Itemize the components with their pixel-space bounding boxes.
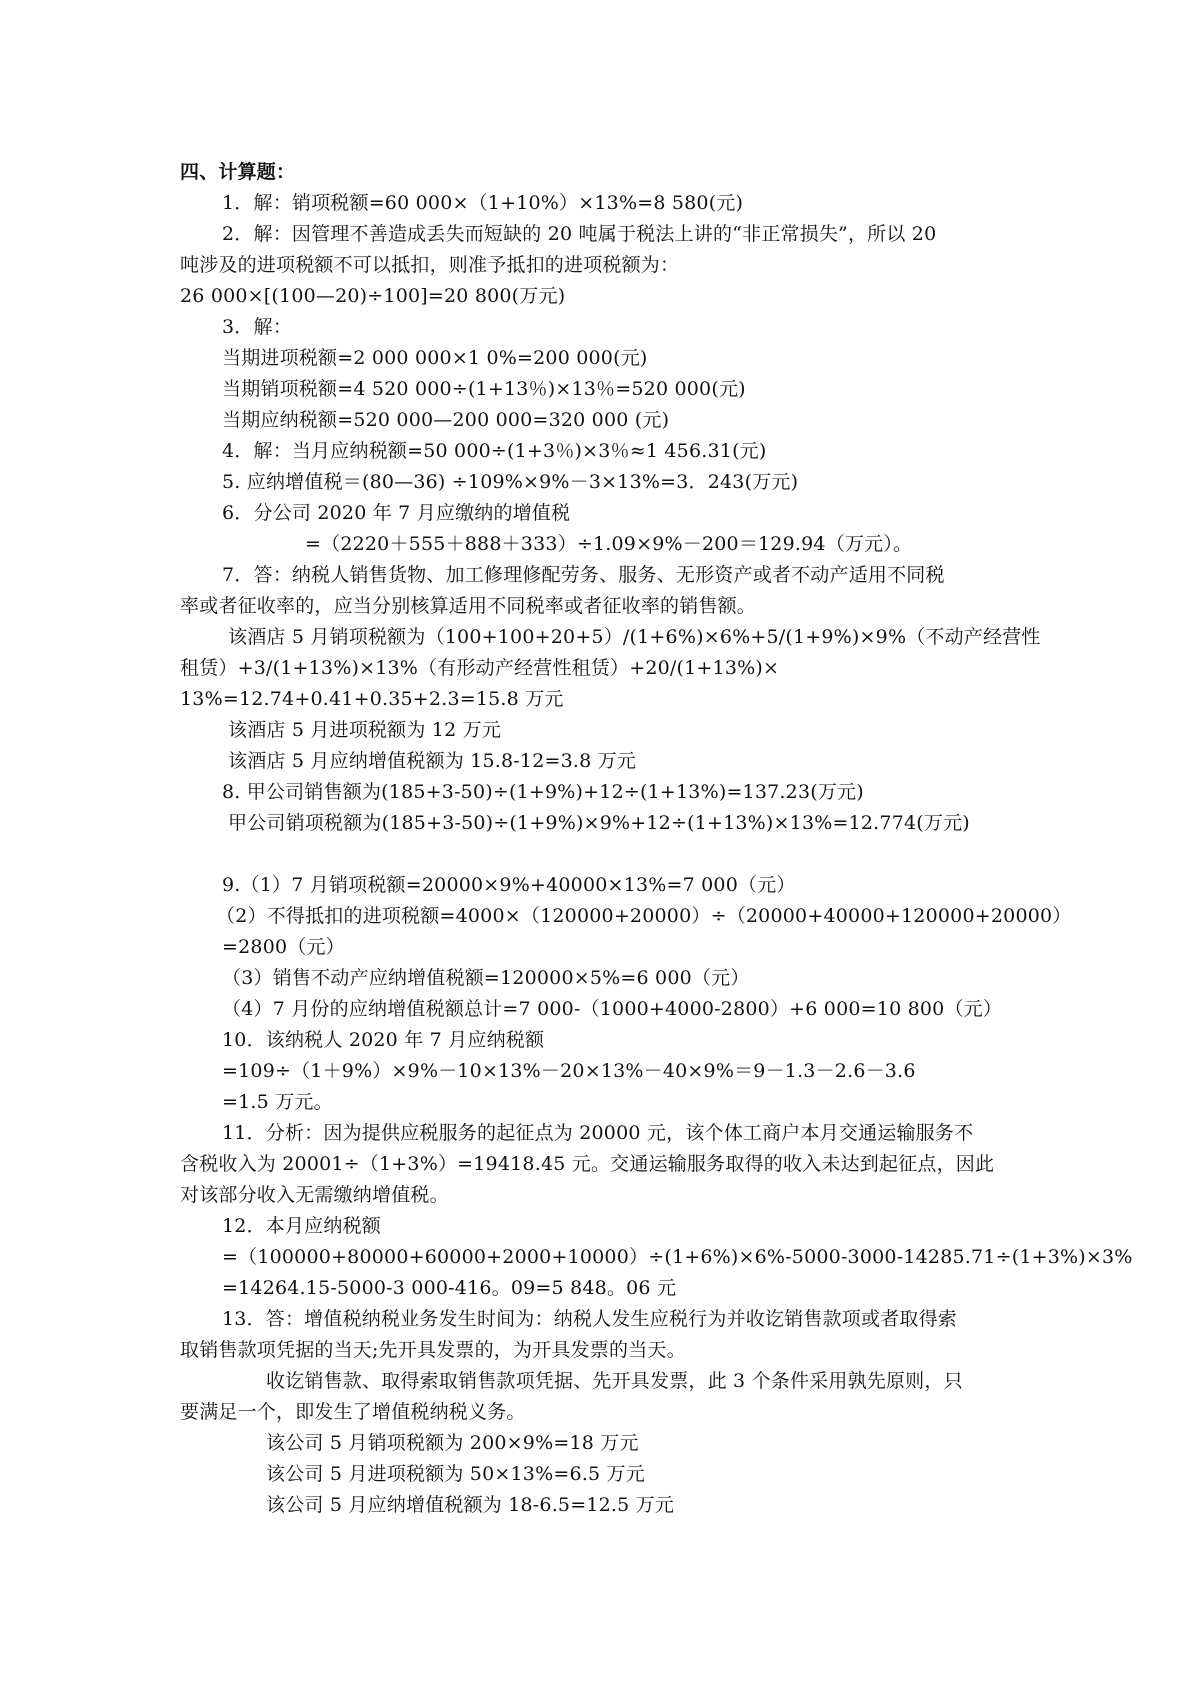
text-line: 13%=12.74+0.41+0.35+2.3=15.8 万元 [180,688,564,710]
text-line: 9.（1）7 月销项税额=20000×9%+40000×13%=7 000（元） [222,874,796,896]
text-line: =2800（元） [222,936,345,958]
text-line: 该酒店 5 月应纳增值税额为 15.8-12=3.8 万元 [228,750,637,772]
text-line: 当期销项税额=4 520 000÷(1+13％)×13％=520 000(元) [222,378,746,400]
text-line: 10．该纳税人 2020 年 7 月应纳税额 [222,1029,545,1051]
text-line: 当期进项税额=2 000 000×1 0%=200 000(元) [222,347,648,369]
text-line: 含税收入为 20001÷（1+3%）=19418.45 元。交通运输服务取得的收入未达到起征点，因此 [180,1153,995,1175]
text-line: 8. 甲公司销售额为(185+3-50)÷(1+9%)+12÷(1+13%)=137.23(万元) [222,781,864,803]
text-line: （3）销售不动产应纳增值税额=120000×5%=6 000（元） [222,967,750,989]
text-line: 对该部分收入无需缴纳增值税。 [180,1184,449,1206]
text-line: 租赁）+3/(1+13%)×13%（有形动产经营性租赁）+20/(1+13%)× [180,657,780,679]
text-line: 该酒店 5 月销项税额为（100+100+20+5）/(1+6%)×6%+5/(1+9%)×9%（不动产经营性 [228,626,1041,648]
text-line: 2．解：因管理不善造成丢失而短缺的 20 吨属于税法上讲的“非正常损失”，所以 20 [222,223,937,245]
text-line: 1．解：销项税额=60 000×（1+10%）×13%=8 580(元) [222,192,744,214]
text-line: 5. 应纳增值税＝(80—36) ÷109%×9%－3×13%=3．243(万元) [222,471,799,493]
text-line: （2）不得抵扣的进项税额=4000×（120000+20000）÷（20000+40000+120000+20000） [216,905,1072,927]
text-line: 该公司 5 月销项税额为 200×9%=18 万元 [266,1432,639,1454]
text-line: 该酒店 5 月进项税额为 12 万元 [228,719,502,741]
text-line: =109÷（1＋9%）×9%－10×13%－20×13%－40×9%＝9－1.3－2.6－3.6 [222,1060,916,1082]
text-line: （4）7 月份的应纳增值税额总计=7 000-（1000+4000-2800）+6 000=10 800（元） [222,998,1003,1020]
text-line: 甲公司销项税额为(185+3-50)÷(1+9%)×9%+12÷(1+13%)×13%=12.774(万元) [228,812,970,834]
text-line: 率或者征收率的，应当分别核算适用不同税率或者征收率的销售额。 [180,595,757,617]
text-line: 要满足一个，即发生了增值税纳税义务。 [180,1401,526,1423]
text-line: =14264.15-5000-3 000-416。09=5 848。06 元 [222,1277,677,1299]
section-heading: 四、计算题： [180,161,296,183]
text-line: 7．答：纳税人销售货物、加工修理修配劳务、服务、无形资产或者不动产适用不同税 [222,564,945,586]
text-line: =（2220＋555＋888＋333）÷1.09×9%－200＝129.94（万元）。 [305,533,913,555]
text-line: 该公司 5 月进项税额为 50×13%=6.5 万元 [266,1463,645,1485]
text-line: 吨涉及的进项税额不可以抵扣，则准予抵扣的进项税额为： [180,254,680,276]
text-line: 取销售款项凭据的当天;先开具发票的，为开具发票的当天。 [180,1339,686,1361]
text-line: 11．分析：因为提供应税服务的起征点为 20000 元，该个体工商户本月交通运输服务不 [222,1122,974,1144]
text-line: 13．答：增值税纳税业务发生时间为：纳税人发生应税行为并收讫销售款项或者取得索 [222,1308,957,1330]
text-line: =（100000+80000+60000+2000+10000）÷(1+6%)×6%-5000-3000-14285.71÷(1+3%)×3% [222,1246,1133,1268]
text-line: 3．解： [222,316,292,338]
text-line: 收讫销售款、取得索取销售款项凭据、先开具发票，此 3 个条件采用孰先原则，只 [266,1370,963,1392]
text-line: 26 000×[(100—20)÷100]=20 800(万元) [180,285,566,307]
text-line: 当期应纳税额=520 000—200 000=320 000 (元) [222,409,670,431]
text-line: 6．分公司 2020 年 7 月应缴纳的增值税 [222,502,571,524]
text-line: 该公司 5 月应纳增值税额为 18-6.5=12.5 万元 [266,1494,675,1516]
text-line: 12．本月应纳税额 [222,1215,381,1237]
text-line: =1.5 万元。 [222,1091,333,1113]
text-line: 4．解：当月应纳税额=50 000÷(1+3％)×3％≈1 456.31(元) [222,440,767,462]
